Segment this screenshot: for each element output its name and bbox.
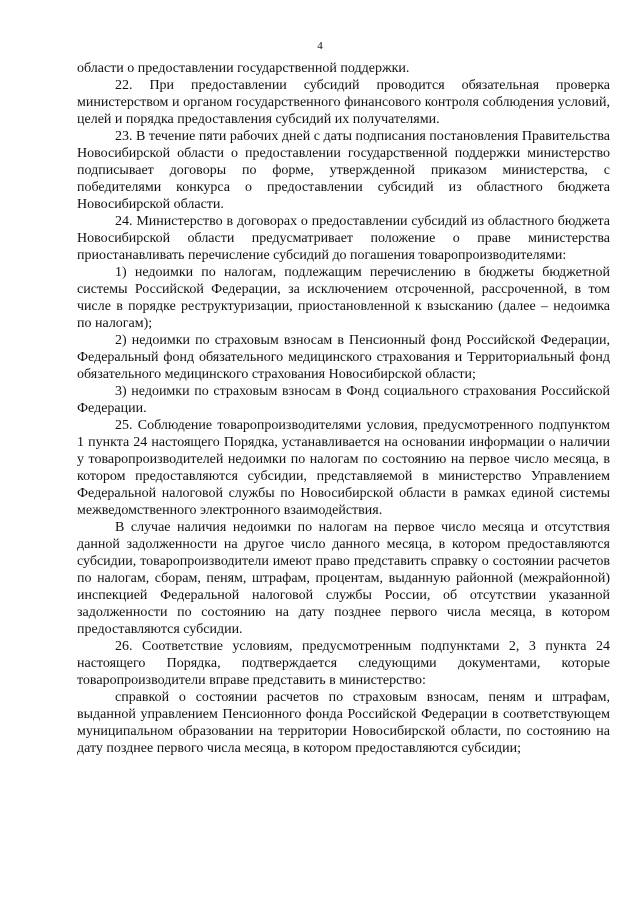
paragraph-26-item: справкой о состоянии расчетов по страховым взносам, пеням и штрафам, выданной управлением Пенсионного фонда Российской Федерации в соответствующем муниципальном образовании на территории Новосибирской области, по состоянию на дату позднее первого числа месяца, в котором предоставляются субсидии; (77, 690, 610, 756)
paragraph-24-item-1: 1) недоимки по налогам, подлежащим перечислению в бюджеты бюджетной системы Российской Федерации, за исключением отсроченной, рассроченной, в том числе в порядке реструктуризации, приостановленной к взысканию (далее – недоимка по налогам); (77, 265, 610, 331)
paragraph-24-item-3: 3) недоимки по страховым взносам в Фонд социального страхования Российской Федерации. (77, 384, 610, 416)
paragraph-25: 25. Соблюдение товаропроизводителями условия, предусмотренного подпунктом 1 пункта 24 настоящего Порядка, устанавливается на основании информации о наличии у товаропроизводителей недоимки по налогам по состоянию на первое число месяца, в котором предоставляются субсидии, представляемой в министерство Управлением Федеральной налоговой службы по Новосибирской области в рамках единой системы межведомственного электронного взаимодействия. (77, 418, 610, 518)
paragraph-23: 23. В течение пяти рабочих дней с даты подписания постановления Правительства Новосибирской области о предоставлении государственной поддержки министерство подписывает договоры по форме, утвержденной приказом министерства, с победителями конкурса о предоставлении субсидий из областного бюджета Новосибирской области. (77, 129, 610, 212)
page-number: 4 (317, 40, 323, 52)
paragraph-continuation: области о предоставлении государственной поддержки. (77, 61, 410, 76)
paragraph-25-note: В случае наличия недоимки по налогам на первое число месяца и отсутствия данной задолженности на другое число данного месяца, в котором предоставляются субсидии, товаропроизводители имеют право представить справку о состоянии расчетов по налогам, сборам, пеням, штрафам, процентам, выданную районной (межрайонной) инспекцией Федеральной налоговой службы России, об отсутствии указанной задолженности по состоянию на дату позднее первого числа месяца, в котором предоставляются субсидии. (77, 520, 610, 637)
paragraph-26: 26. Соответствие условиям, предусмотренным подпунктами 2, 3 пункта 24 настоящего Порядка, подтверждается следующими документами, которые товаропроизводители вправе представить в министерство: (77, 639, 610, 688)
paragraph-24-item-2: 2) недоимки по страховым взносам в Пенсионный фонд Российской Федерации, Федеральный фонд обязательного медицинского страхования и Территориальный фонд обязательного медицинского страхования Новосибирской области; (77, 333, 610, 382)
paragraph-24: 24. Министерство в договорах о предоставлении субсидий из областного бюджета Новосибирской области предусматривает положение о праве министерства приостанавливать перечисление субсидий до погашения товаропроизводителями: (77, 214, 610, 263)
document-body (77, 60, 610, 757)
paragraph-22: 22. При предоставлении субсидий проводится обязательная проверка министерством и органом государственного финансового контроля соблюдения условий, целей и порядка предоставления субсидий их получателями. (77, 78, 610, 127)
